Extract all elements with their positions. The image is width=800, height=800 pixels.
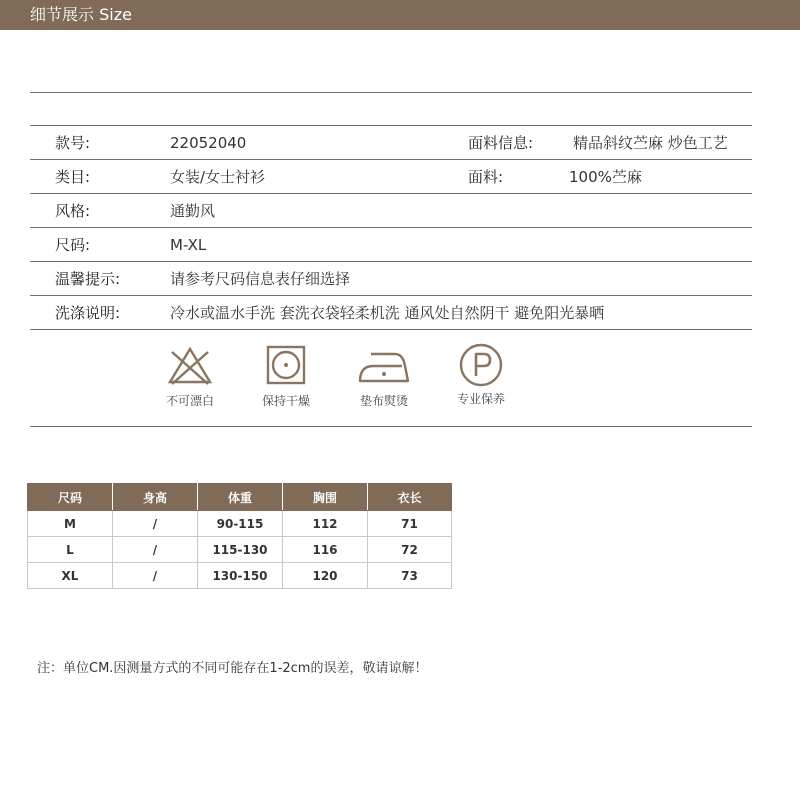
- fabric-info-label: 面料信息:: [468, 134, 534, 152]
- table-cell: L: [28, 537, 113, 563]
- care-item: [436, 344, 526, 406]
- section-title: 细节展示 Size: [30, 5, 132, 24]
- category-value: 女装/女士衬衫: [170, 168, 266, 186]
- table-cell: XL: [28, 563, 113, 589]
- care-item: [241, 344, 331, 408]
- size-value: M-XL: [170, 236, 207, 254]
- divider: [30, 193, 752, 194]
- table-cell: 72: [368, 537, 452, 563]
- table-cell: 112: [283, 511, 368, 537]
- care-label: 专业保养: [456, 392, 505, 406]
- table-cell: 71: [368, 511, 452, 537]
- care-label: 保持干燥: [261, 394, 310, 408]
- tip-value: 请参考尺码信息表仔细选择: [170, 270, 351, 288]
- divider: [30, 426, 752, 427]
- size-label: 尺码:: [55, 236, 91, 254]
- table-cell: 130-150: [198, 563, 283, 589]
- wash-label: 洗涤说明:: [55, 304, 121, 322]
- style-no-label: 款号:: [55, 134, 91, 152]
- divider: [30, 125, 752, 126]
- column-header: 身高: [113, 484, 198, 511]
- divider: [30, 261, 752, 262]
- divider: [30, 92, 752, 93]
- table-cell: 116: [283, 537, 368, 563]
- professional-care-icon: [458, 342, 504, 388]
- section-header: [0, 0, 800, 30]
- fabric-info-value: 精品斜纹苎麻 炒色工艺: [573, 134, 728, 152]
- category-label: 类目:: [55, 168, 91, 186]
- wash-value: 冷水或温水手洗 套洗衣袋轻柔机洗 通风处自然阴干 避免阳光暴晒: [170, 304, 605, 322]
- style-value: 通勤风: [170, 202, 216, 220]
- table-row: [28, 511, 452, 537]
- table-row: [28, 537, 452, 563]
- care-item: [339, 344, 429, 408]
- style-label: 风格:: [55, 202, 91, 220]
- table-cell: M: [28, 511, 113, 537]
- tip-label: 温馨提示:: [55, 270, 121, 288]
- size-table: [27, 483, 452, 589]
- table-cell: 73: [368, 563, 452, 589]
- table-cell: 115-130: [198, 537, 283, 563]
- style-no-value: 22052040: [170, 134, 247, 152]
- divider: [30, 159, 752, 160]
- table-cell: 90-115: [198, 511, 283, 537]
- care-label: 垫布熨烫: [359, 394, 408, 408]
- iron-icon: [357, 344, 411, 386]
- divider: [30, 227, 752, 228]
- care-label: 不可漂白: [165, 394, 214, 408]
- table-cell: /: [113, 563, 198, 589]
- table-cell: /: [113, 511, 198, 537]
- care-item: [145, 344, 235, 408]
- column-header: 胸围: [283, 484, 368, 511]
- column-header: 衣长: [368, 484, 452, 511]
- fabric-label: 面料:: [468, 168, 504, 186]
- tumble-dry-icon: [265, 344, 307, 386]
- column-header: 尺码: [28, 484, 113, 511]
- fabric-value: 100%苎麻: [569, 168, 642, 186]
- table-header-row: [28, 484, 452, 511]
- divider: [30, 329, 752, 330]
- measurement-note: 注：单位CM.因测量方式的不同可能存在1-2cm的误差，敬请谅解！: [37, 661, 428, 676]
- divider: [30, 295, 752, 296]
- table-row: [28, 563, 452, 589]
- table-cell: /: [113, 537, 198, 563]
- no-bleach-icon: [166, 344, 214, 386]
- column-header: 体重: [198, 484, 283, 511]
- table-cell: 120: [283, 563, 368, 589]
